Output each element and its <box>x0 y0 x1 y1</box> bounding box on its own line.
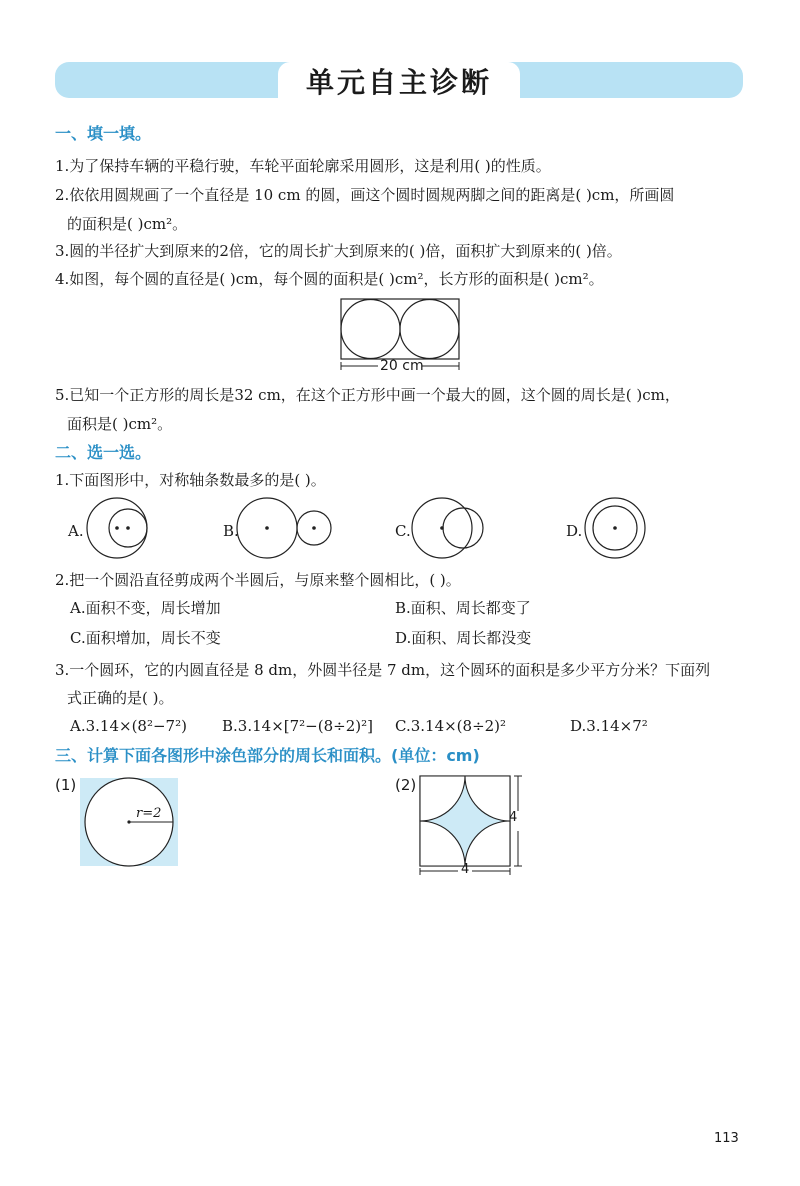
center-dot <box>265 526 269 530</box>
right-circle <box>400 300 459 359</box>
option-a-label: A. <box>68 522 84 540</box>
option-c-figure <box>411 495 491 565</box>
s2-q3-option-d: D.3.14×7² <box>570 717 648 735</box>
s2-q2-option-b: B.面积、周长都变了 <box>395 599 531 617</box>
s2-question-1: 1.下面图形中，对称轴条数最多的是( )。 <box>55 471 326 489</box>
s2-question-2: 2.把一个圆沿直径剪成两个半圆后，与原来整个圆相比，( )。 <box>55 571 461 589</box>
side-length-label: 4 <box>509 810 518 825</box>
s2-q3-option-a: A.3.14×(8²−7²) <box>70 717 187 735</box>
s2-q2-option-d: D.面积、周长都没变 <box>395 629 532 647</box>
option-d-label: D. <box>566 522 583 540</box>
q4-dimension-label: 20 cm <box>380 358 424 374</box>
option-b-figure <box>236 495 336 565</box>
figure-2-label: (2) <box>395 776 417 794</box>
left-circle <box>341 300 400 359</box>
radius-label: r=2 <box>136 806 162 821</box>
overlapping-circle <box>443 508 483 548</box>
s2-question-3-line1: 3.一个圆环，它的内圆直径是 8 dm，外圆半径是 7 dm，这个圆环的面积是多少平方分米？下面列 <box>55 661 711 679</box>
page-number: 113 <box>714 1131 739 1146</box>
option-a-figure <box>86 495 156 565</box>
bottom-length-label: 4 <box>461 862 470 877</box>
s1-question-2-line1: 2.依依用圆规画了一个直径是 10 cm 的圆，画这个圆时圆规两脚之间的距离是( )cm，所画圆 <box>55 186 675 204</box>
s1-question-4: 4.如图，每个圆的直径是( )cm，每个圆的面积是( )cm²，长方形的面积是( )cm²。 <box>55 270 604 288</box>
center-dot <box>115 526 119 530</box>
option-d-figure <box>583 495 653 565</box>
section-3-title: 三、计算下面各图形中涂色部分的周长和面积。(单位：cm) <box>55 746 480 765</box>
section-1-title: 一、填一填。 <box>55 124 152 143</box>
s2-q2-option-c: C.面积增加，周长不变 <box>70 629 221 647</box>
s1-question-3: 3.圆的半径扩大到原来的2倍，它的周长扩大到原来的( )倍，面积扩大到原来的( )倍。 <box>55 242 622 260</box>
figure-1-shaded-square-circle <box>80 778 180 868</box>
option-b-label: B. <box>223 522 239 540</box>
page-title: 单元自主诊断 <box>278 62 520 102</box>
s2-q3-option-b: B.3.14×[7²−(8÷2)²] <box>222 717 373 735</box>
center-dot <box>312 526 316 530</box>
s1-question-2-line2: 的面积是( )cm²。 <box>67 215 188 233</box>
center-dot <box>126 526 130 530</box>
center-dot <box>613 526 617 530</box>
s2-q2-option-a: A.面积不变，周长增加 <box>70 599 221 617</box>
section-2-title: 二、选一选。 <box>55 443 152 462</box>
figure-1-label: (1) <box>55 776 77 794</box>
figure-2-square-with-arcs <box>420 776 530 876</box>
s2-q3-option-c: C.3.14×(8÷2)² <box>395 717 507 735</box>
center-dot <box>440 526 444 530</box>
option-c-label: C. <box>395 522 411 540</box>
s2-question-3-line2: 式正确的是( )。 <box>67 689 174 707</box>
s1-question-5-line1: 5.已知一个正方形的周长是32 cm，在这个正方形中画一个最大的圆，这个圆的周长是( )cm， <box>55 386 680 404</box>
s1-question-5-line2: 面积是( )cm²。 <box>67 415 173 433</box>
s1-question-1: 1.为了保持车辆的平稳行驶，车轮平面轮廓采用圆形，这是利用( )的性质。 <box>55 157 551 175</box>
